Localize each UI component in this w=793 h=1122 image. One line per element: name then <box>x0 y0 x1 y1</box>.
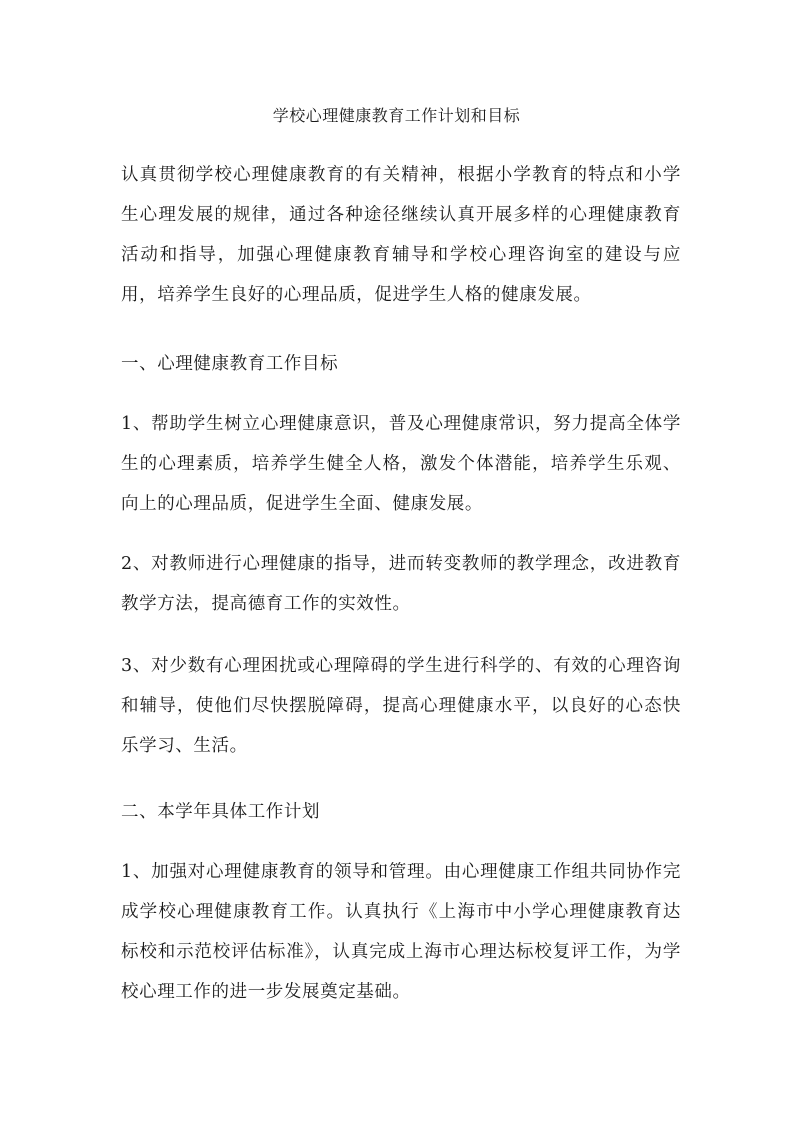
section-heading-plan: 二、本学年具体工作计划 <box>121 802 321 822</box>
goal-paragraph-2: 2、对教师进行心理健康的指导，进而转变教师的教学理念，改进教育教学方法，提高德育工作的实效性。 <box>121 554 681 614</box>
goal-paragraph-3: 3、对少数有心理困扰或心理障碍的学生进行科学的、有效的心理咨询和辅导，使他们尽快摆脱障碍，提高心理健康水平，以良好的心态快乐学习、生活。 <box>121 656 681 756</box>
section-heading-goals: 一、心理健康教育工作目标 <box>121 354 339 374</box>
plan-paragraph-1: 1、加强对心理健康教育的领导和管理。由心理健康工作组共同协作完成学校心理健康教育工作。认真执行《上海市中小学心理健康教育达标校和示范校评估标准》，认真完成上海市心理达标校复评工作，为学校心理工作的进一步发展奠定基础。 <box>121 862 681 1002</box>
goal-paragraph-1: 1、帮助学生树立心理健康意识，普及心理健康常识，努力提高全体学生的心理素质，培养学生健全人格，激发个体潜能，培养学生乐观、向上的心理品质，促进学生全面、健康发展。 <box>121 414 681 514</box>
intro-paragraph: 认真贯彻学校心理健康教育的有关精神，根据小学教育的特点和小学生心理发展的规律，通过各种途径继续认真开展多样的心理健康教育活动和指导，加强心理健康教育辅导和学校心理咨询室的建设与应用，培养学生良好的心理品质，促进学生人格的健康发展。 <box>121 165 681 305</box>
document-title: 学校心理健康教育工作计划和目标 <box>272 106 521 125</box>
